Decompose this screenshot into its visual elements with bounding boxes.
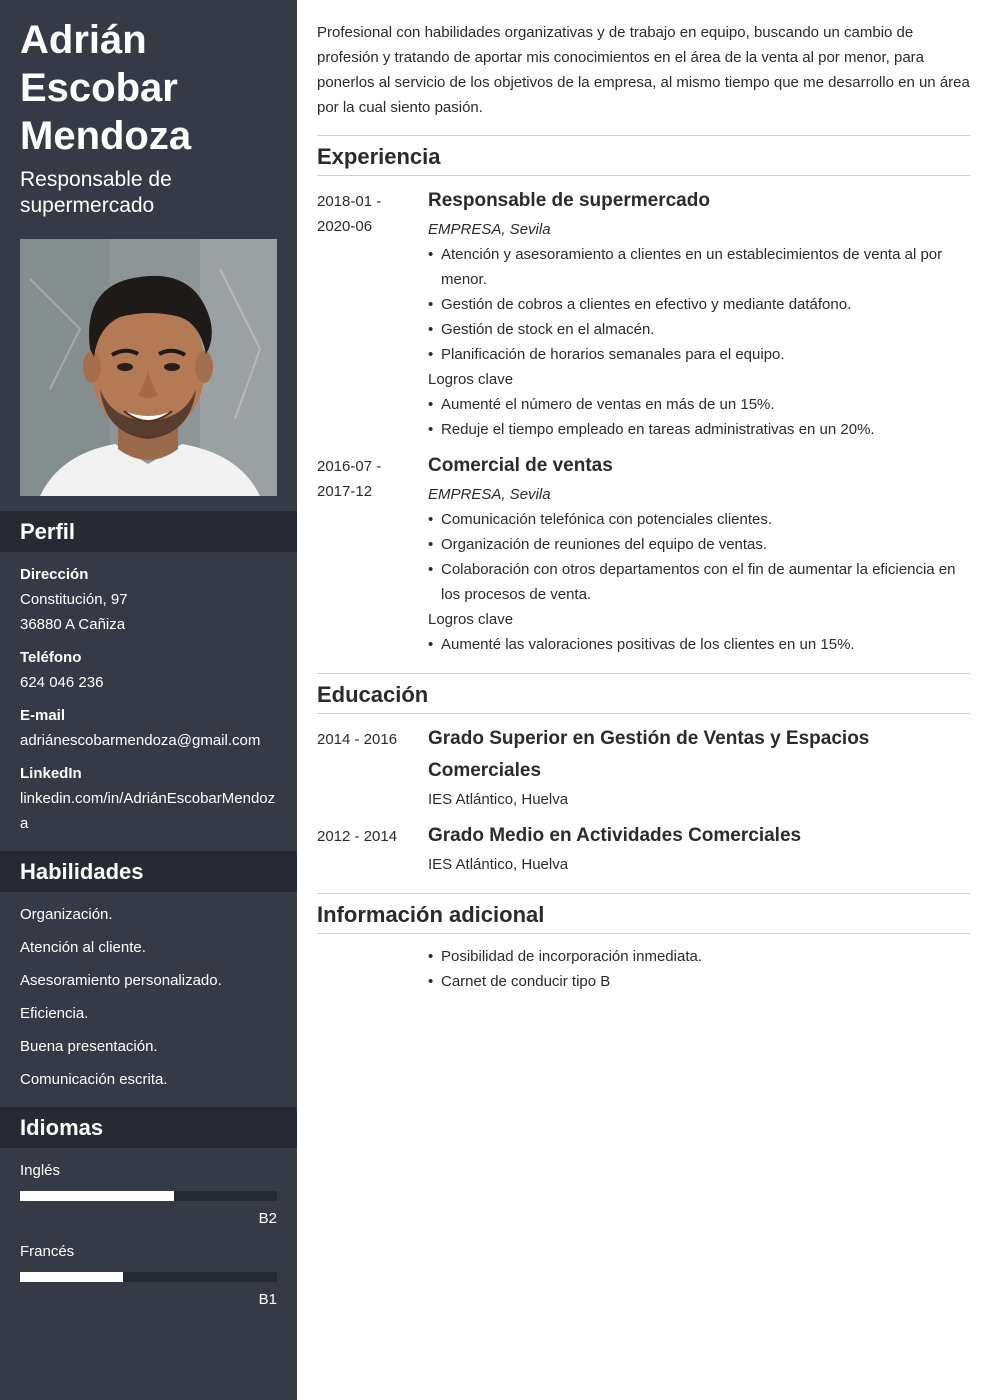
achievement-list <box>428 632 970 657</box>
list-item: • Gestión de cobros a clientes en efectivo y mediante datáfono. <box>428 292 970 317</box>
degree-title: Grado Medio en Actividades Comerciales <box>428 825 802 846</box>
job-task-list <box>428 507 970 607</box>
list-item: • Carnet de conducir tipo B <box>428 969 970 994</box>
email-link[interactable]: adriánescobarmendoza@gmail.com <box>20 732 261 749</box>
list-item: • Posibilidad de incorporación inmediata. <box>428 944 970 969</box>
job-company: EMPRESA, Sevila <box>428 486 551 503</box>
linkedin-link[interactable]: linkedin.com/in/AdriánEscobarMendoza <box>20 790 276 832</box>
job-entry <box>428 185 970 442</box>
address-label: Dirección <box>20 566 89 583</box>
list-item: • Organización de reuniones del equipo de ventas. <box>428 532 970 557</box>
education-dates: 2012 - 2014 <box>317 828 398 845</box>
language-bar-english <box>20 1191 277 1201</box>
section-divider <box>317 135 970 136</box>
skill-item: Asesoramiento personalizado. <box>20 972 222 989</box>
language-level-french: B1 <box>258 1291 277 1308</box>
job-dates: 2016-07 - 2017-12 <box>317 458 382 500</box>
profile-heading: Perfil <box>20 519 76 544</box>
job-company: EMPRESA, Sevila <box>428 221 551 238</box>
language-name-french: Francés <box>20 1243 75 1260</box>
job-title: Comercial de ventas <box>428 455 613 476</box>
sidebar <box>0 0 297 1400</box>
language-bar-fill <box>20 1191 174 1201</box>
list-item: • Reduje el tiempo empleado en tareas administrativas en un 20%. <box>428 417 970 442</box>
section-divider <box>317 933 970 934</box>
degree-title: Grado Superior en Gestión de Ventas y Espacios Comerciales <box>428 728 870 781</box>
school-name: IES Atlántico, Huelva <box>428 856 569 873</box>
school-name: IES Atlántico, Huelva <box>428 791 569 808</box>
job-dates: 2018-01 - 2020-06 <box>317 193 382 235</box>
skill-item: Organización. <box>20 906 113 923</box>
skills-heading: Habilidades <box>20 859 144 884</box>
language-level-english: B2 <box>258 1210 277 1227</box>
skill-item: Buena presentación. <box>20 1038 158 1055</box>
section-divider <box>317 713 970 714</box>
achievement-list <box>428 392 970 442</box>
section-divider <box>317 893 970 894</box>
skill-item: Atención al cliente. <box>20 939 146 956</box>
list-item: • Comunicación telefónica con potenciales clientes. <box>428 507 970 532</box>
language-bar-french <box>20 1272 277 1282</box>
profile-photo <box>20 239 277 496</box>
languages-heading-bar <box>0 1107 297 1148</box>
achievements-label: Logros clave <box>428 611 514 628</box>
education-heading: Educación <box>317 682 429 707</box>
list-item: • Atención y asesoramiento a clientes en un establecimientos de venta al por menor. <box>428 242 970 292</box>
language-name-english: Inglés <box>20 1162 61 1179</box>
summary-text: Profesional con habilidades organizativas y de trabajo en equipo, buscando un cambio de profesión y tratando de aportar mis conocimientos en el área de la venta al por menor, para ponerlos al servicio de los objetivos de la empresa, al mismo tiempo que me desarrollo en un área por la cual siento pasión. <box>317 24 970 116</box>
address-line-2: 36880 A Cañiza <box>20 616 126 633</box>
phone-value: 624 046 236 <box>20 674 104 691</box>
additional-info-heading: Información adicional <box>317 902 545 927</box>
education-entry <box>428 723 970 812</box>
profile-heading-bar <box>0 511 297 552</box>
list-item: • Aumenté el número de ventas en más de un 15%. <box>428 392 970 417</box>
job-task-list <box>428 242 970 367</box>
experience-heading: Experiencia <box>317 144 441 169</box>
languages-heading: Idiomas <box>20 1115 104 1140</box>
skill-item: Eficiencia. <box>20 1005 89 1022</box>
education-entry <box>428 820 970 877</box>
job-entry <box>428 450 970 657</box>
phone-label: Teléfono <box>20 649 82 666</box>
person-title: Responsable de supermercado <box>20 168 172 217</box>
linkedin-label: LinkedIn <box>20 765 82 782</box>
address-line-1: Constitución, 97 <box>20 591 128 608</box>
person-name: Adrián Escobar Mendoza <box>20 18 192 158</box>
language-bar-fill <box>20 1272 123 1282</box>
additional-info-list <box>428 944 970 994</box>
list-item: • Aumenté las valoraciones positivas de los clientes en un 15%. <box>428 632 970 657</box>
list-item: • Colaboración con otros departamentos con el fin de aumentar la eficiencia en los procesos de venta. <box>428 557 970 607</box>
email-label: E-mail <box>20 707 66 724</box>
main-content <box>317 0 970 1400</box>
section-divider <box>317 175 970 176</box>
additional-info-entry <box>428 944 970 994</box>
skill-item: Comunicación escrita. <box>20 1071 168 1088</box>
education-dates: 2014 - 2016 <box>317 731 398 748</box>
achievements-label: Logros clave <box>428 371 514 388</box>
skills-heading-bar <box>0 851 297 892</box>
list-item: • Planificación de horarios semanales para el equipo. <box>428 342 970 367</box>
section-divider <box>317 673 970 674</box>
job-title: Responsable de supermercado <box>428 190 710 211</box>
list-item: • Gestión de stock en el almacén. <box>428 317 970 342</box>
